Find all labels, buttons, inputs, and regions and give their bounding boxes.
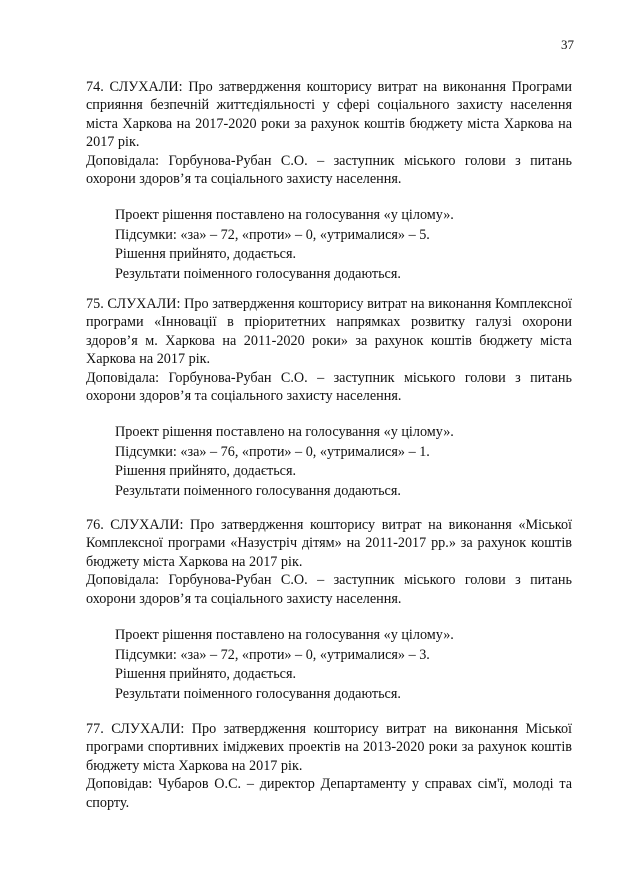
vote-line: Рішення прийнято, додається.	[115, 246, 297, 263]
vote-line: Результати поіменного голосування додаються.	[115, 482, 401, 499]
page-number: 37	[561, 37, 574, 52]
item-speaker: Доповідала: Горбунова-Рубан С.О. – заступник міського голови з питань охорони здоров’я та соціального захисту населення.	[86, 152, 572, 188]
agenda-item-75	[86, 295, 572, 501]
vote-line: Проект рішення поставлено на голосування «у цілому».	[115, 627, 454, 644]
vote-block	[86, 206, 572, 284]
vote-line: Рішення прийнято, додається.	[115, 463, 297, 480]
agenda-item-74	[86, 78, 572, 284]
agenda-item-77	[86, 720, 572, 812]
vote-block	[86, 423, 572, 501]
item-heading: 76. СЛУХАЛИ: Про затвердження кошторису витрат на виконання «Міської Комплексної програми «Назустріч дітям» на 2011-2017 рр.» за рахунок коштів бюджету міста Харкова на 2017 рік.	[86, 517, 572, 570]
vote-line: Проект рішення поставлено на голосування «у цілому».	[115, 207, 454, 224]
vote-block	[86, 626, 572, 704]
vote-line: Проект рішення поставлено на голосування «у цілому».	[115, 424, 454, 441]
item-speaker: Доповідав: Чубаров О.С. – директор Департаменту у справах сім'ї, молоді та спорту.	[86, 776, 572, 811]
item-heading: 77. СЛУХАЛИ: Про затвердження кошторису витрат на виконання Міської програми спортивних іміджевих проектів на 2013-2020 роки за рахунок коштів бюджету міста Харкова на 2017 рік.	[86, 721, 572, 774]
vote-line: Результати поіменного голосування додаються.	[115, 685, 401, 702]
vote-line: Підсумки: «за» – 76, «проти» – 0, «утрималися» – 1.	[115, 443, 430, 460]
item-heading: 75. СЛУХАЛИ: Про затвердження кошторису витрат на виконання Комплексної програми «Інновації в пріоритетних напрямках розвитку галузі охорони здоров’я м. Харкова на 2011-2020 роки» за рахунок коштів бюджету міста Харкова на 2017 рік.	[86, 296, 572, 368]
vote-line: Підсумки: «за» – 72, «проти» – 0, «утрималися» – 5.	[115, 226, 430, 243]
item-heading: 74. СЛУХАЛИ: Про затвердження кошторису витрат на виконання Програми сприяння безпечній життєдіяльності у сфері соціального захисту населення міста Харкова на 2017-2020 роки за рахунок коштів бюджету міста Харкова на 2017 рік.	[86, 79, 572, 151]
vote-line: Підсумки: «за» – 72, «проти» – 0, «утрималися» – 3.	[115, 646, 430, 663]
item-speaker: Доповідала: Горбунова-Рубан С.О. – заступник міського голови з питань охорони здоров’я та соціального захисту населення.	[86, 572, 572, 607]
vote-line: Рішення прийнято, додається.	[115, 666, 297, 683]
vote-line: Результати поіменного голосування додаються.	[115, 265, 401, 282]
item-speaker: Доповідала: Горбунова-Рубан С.О. – заступник міського голови з питань охорони здоров’я та соціального захисту населення.	[86, 369, 572, 405]
agenda-item-76	[86, 516, 572, 704]
